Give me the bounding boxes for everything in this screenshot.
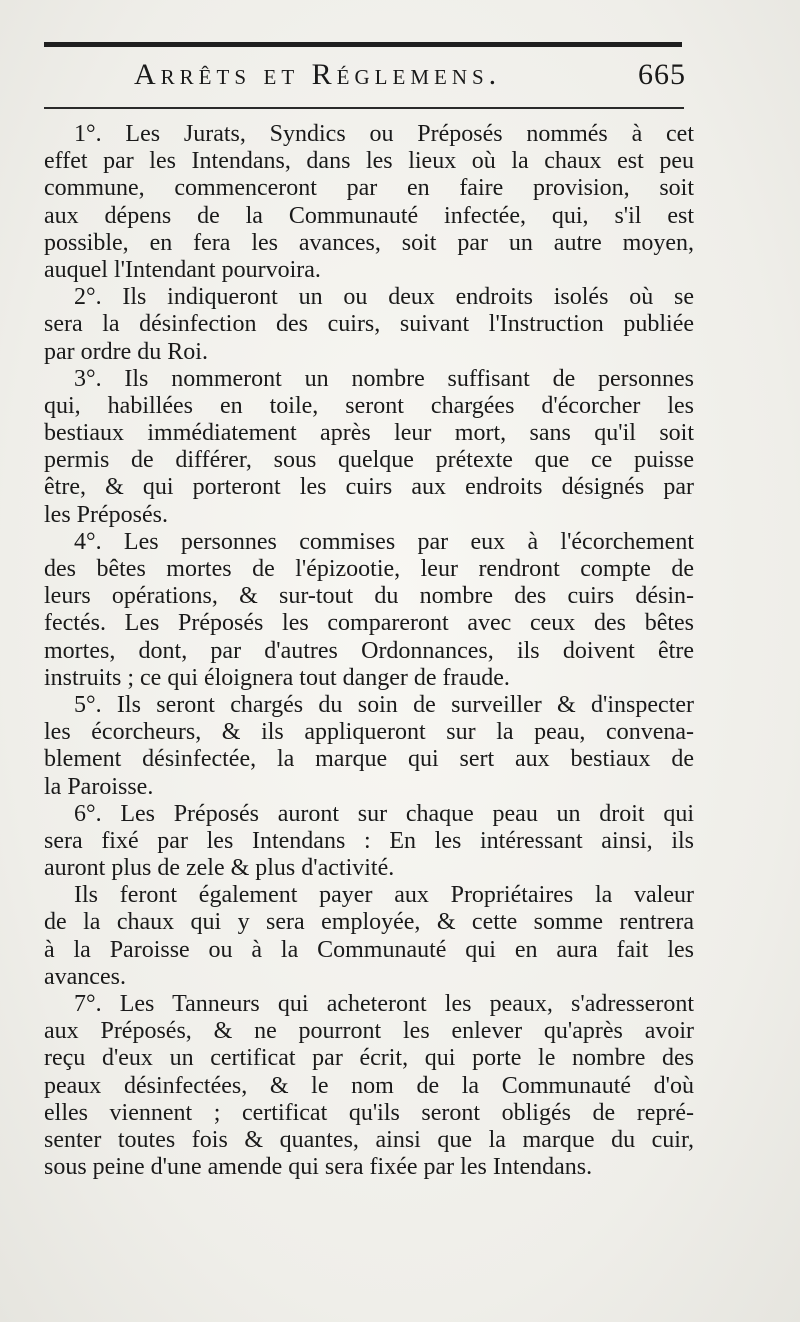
text-line: aux Préposés, & ne pourront les enlever qu'après avoir [44,1018,694,1045]
text-line: 4°. Les personnes commises par eux à l'écorchement [74,528,694,555]
text-line: sous peine d'une amende qui sera fixée par les Intendans. [44,1154,593,1181]
text-line: bestiaux immédiatement après leur mort, sans qu'il soit [44,420,694,447]
running-header [46,58,686,98]
text-line: elles viennent ; certificat qu'ils seront obligés de repré- [44,1099,694,1126]
text-line: qui, habillées en toile, seront chargées d'écorcher les [44,392,694,419]
text-line: 2°. Ils indiqueront un ou deux endroits isolés où se [74,284,694,311]
text-line: 7°. Les Tanneurs qui acheteront les peaux, s'adresseront [74,991,694,1017]
header-rule-bottom [44,107,684,109]
text-line: effet par les Intendans, dans les lieux où la chaux est peu [44,148,694,175]
text-line: commune, commenceront par en faire provision, soit [44,175,694,202]
running-title: Arrêts et Réglemens. [134,58,502,91]
text-line: leurs opérations, & sur-tout du nombre des cuirs désin- [44,583,694,610]
text-line: mortes, dont, par d'autres Ordonnances, ils doivent être [44,637,694,664]
text-line: aux dépens de la Communauté infectée, qui, s'il est [44,202,694,229]
text-line: des bêtes mortes de l'épizootie, leur rendront compte de [44,556,694,582]
text-line: auront plus de zele & plus d'activité. [44,855,395,882]
text-line: avances. [44,963,126,990]
text-line: Ils feront également payer aux Propriétaires la valeur [74,882,694,909]
text-line: être, & qui porteront les cuirs aux endroits désignés par [44,474,694,501]
text-line: les Préposés. [44,501,168,528]
text-line: instruits ; ce qui éloignera tout danger de fraude. [44,664,510,691]
text-line: 6°. Les Préposés auront sur chaque peau un droit qui [74,800,694,827]
text-line: 1°. Les Jurats, Syndics ou Préposés nommés à cet [74,121,694,147]
text-line: sera fixé par les Intendans : En les intéressant ainsi, ils [44,827,694,854]
page-number: 665 [638,58,686,91]
text-line: à la Paroisse ou à la Communauté qui en aura fait les [44,936,694,963]
text-line: senter toutes fois & quantes, ainsi que la marque du cuir, [44,1126,694,1153]
text-line: permis de différer, sous quelque prétexte que ce puisse [44,447,694,474]
body-text [44,121,694,1181]
text-line: sera la désinfection des cuirs, suivant l'Instruction publiée [44,311,694,338]
text-line: les écorcheurs, & ils appliqueront sur la peau, convena- [44,719,694,746]
text-line: possible, en fera les avances, soit par un autre moyen, [44,229,694,256]
text-line: fectés. Les Préposés les compareront avec ceux des bêtes [44,610,694,637]
text-line: par ordre du Roi. [44,338,208,365]
text-line: blement désinfectée, la marque qui sert aux bestiaux de [44,746,694,773]
text-line: reçu d'eux un certificat par écrit, qui porte le nombre des [44,1045,694,1072]
text-line: peaux désinfectées, & le nom de la Communauté d'où [44,1072,694,1099]
text-line: 5°. Ils seront chargés du soin de surveiller & d'inspecter [74,691,694,718]
text-line: 3°. Ils nommeront un nombre suffisant de personnes [74,365,694,392]
text-line: la Paroisse. [44,773,154,800]
text-line: auquel l'Intendant pourvoira. [44,256,321,283]
header-rule-top [44,42,682,47]
text-line: de la chaux qui y sera employée, & cette somme rentrera [44,909,694,936]
